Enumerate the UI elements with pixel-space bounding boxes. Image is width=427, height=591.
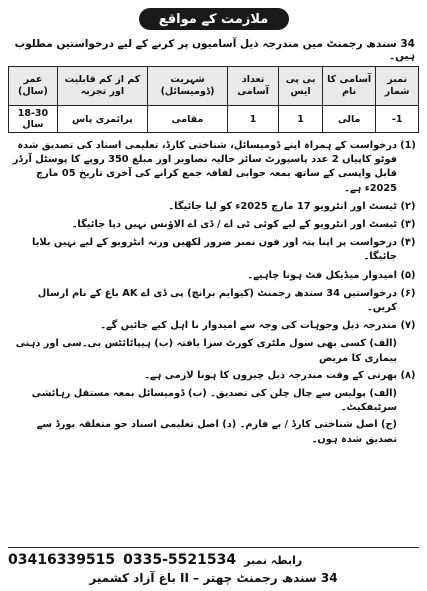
- list-item: [8, 287, 419, 315]
- header-serial: نمبر شمار: [376, 67, 419, 106]
- item-text: درخواست پر اپنا پتہ اور فون نمبر ضرور لکھیں ورنہ انٹرویو کے لیے نہیں بلایا جائیگا۔: [32, 237, 397, 263]
- table-header-row: [9, 67, 419, 106]
- list-item: [8, 319, 419, 333]
- instructions-list: [8, 139, 419, 447]
- page-title: ملازمت کے مواقع: [139, 8, 289, 30]
- item-text: ٹیسٹ اور انٹرویو کے لیے کوئی ٹی اے / ڈی اے الاؤنس نہیں دیا جائیگا۔: [71, 219, 397, 231]
- contact-label: رابطہ نمبر: [244, 553, 303, 567]
- item-text: امیدوار میڈیکل فٹ ہونا چاہیے۔: [247, 269, 397, 281]
- contact-line: [8, 547, 419, 568]
- item-text: درخواستیں 34 سندھ رجمنٹ (کیوایم برانچ) پی ڈی اے AK باغ کے نام ارسال کریں۔: [37, 287, 397, 314]
- vacancy-table: [8, 66, 419, 133]
- header-bps: بی پی ایس: [279, 67, 323, 106]
- item-number: (۳): [400, 219, 416, 231]
- list-item: [8, 200, 419, 214]
- item-number: (۴): [400, 237, 416, 249]
- item-number: (۶): [400, 287, 416, 299]
- item-number: (۷): [400, 320, 416, 332]
- list-item: [8, 236, 419, 264]
- cell-age: 18-30 سال: [9, 106, 58, 133]
- table-row: [9, 106, 419, 133]
- phone-number-primary: 0335-5521534: [123, 552, 237, 568]
- intro-text: 34 سندھ رجمنٹ میں مندرجہ ذیل آسامیوں پر کرنے کے لیے درخواستیں مطلوب ہیں۔: [14, 38, 415, 62]
- header-post-name: آسامی کا نام: [322, 67, 375, 106]
- list-item: [8, 369, 419, 383]
- item-number: (1): [400, 140, 416, 151]
- header-domicile: شہریت (ڈومیسائل): [147, 67, 227, 106]
- item-text: ٹیسٹ اور انٹرویو 17 مارچ 2025ء کو لیا جائیگا۔: [168, 200, 397, 212]
- footer: [8, 547, 419, 585]
- header-qualification: کم از کم قابلیت اور تجربہ: [57, 67, 147, 106]
- cell-qualification: پرائمری پاس: [57, 106, 147, 133]
- item-text: درخواست کے ہمراہ اپنے ڈومیسائل، شناختی کارڈ، تعلیمی اسناد کی تصدیق شدہ فوٹو کاپیاں 2 عدد پاسپورٹ سائز حالیہ تصاویر اور مبلغ 350 روپے کا پوسٹل آرڈر قابل واپسی کے ساتھ بمعہ جوابی لفافہ جمع کرانے کی آخری تاریخ 05 مارچ 2025ء ہے۔: [12, 140, 397, 194]
- list-item: [8, 139, 419, 196]
- item-number: (۸): [400, 369, 416, 381]
- sub-item-text: (ج) اصل شناختی کارڈ / بے فارم۔ (د) اصل تعلیمی اسناد جو متعلقہ بورڈ سے تصدیق شدہ ہوں۔: [36, 419, 397, 445]
- sub-item-text: (الف) پولیس سے چال چلن کی تصدیق۔ (ب) ڈومیسائل بمعہ مستقل رہائشی سرٹیفکیٹ۔: [31, 388, 397, 414]
- cell-count: 1: [228, 106, 279, 133]
- cell-bps: 1: [279, 106, 323, 133]
- cell-serial: 1-: [376, 106, 419, 133]
- sub-item-text: (الف) کسی بھی سول ملٹری کورٹ سزا یافتہ (ب) ہیپاٹائٹس بی۔سی اور ذہنی بیماری کا مریض: [15, 338, 397, 364]
- header-count: تعداد آسامی: [228, 67, 279, 106]
- item-number: (۲): [400, 200, 416, 212]
- cell-post-name: مالی: [322, 106, 375, 133]
- address-line: 34 سندھ رجمنٹ چھتر – II باغ آزاد کشمیر: [89, 571, 338, 585]
- list-item: [8, 218, 419, 232]
- item-text: مندرجہ ذیل وجوہات کی وجہ سے امیدوار نا اہل کیے جائیں گے۔: [100, 320, 397, 332]
- header-age: عمر (سال): [9, 67, 58, 106]
- list-item: [8, 269, 419, 283]
- phone-number-secondary: 03416339515: [8, 552, 116, 568]
- item-number: (۵): [400, 269, 416, 281]
- item-text: بھرتی کے وقت مندرجہ ذیل چیزوں کا ہونا لازمی ہے۔: [144, 369, 397, 381]
- cell-domicile: مقامی: [147, 106, 227, 133]
